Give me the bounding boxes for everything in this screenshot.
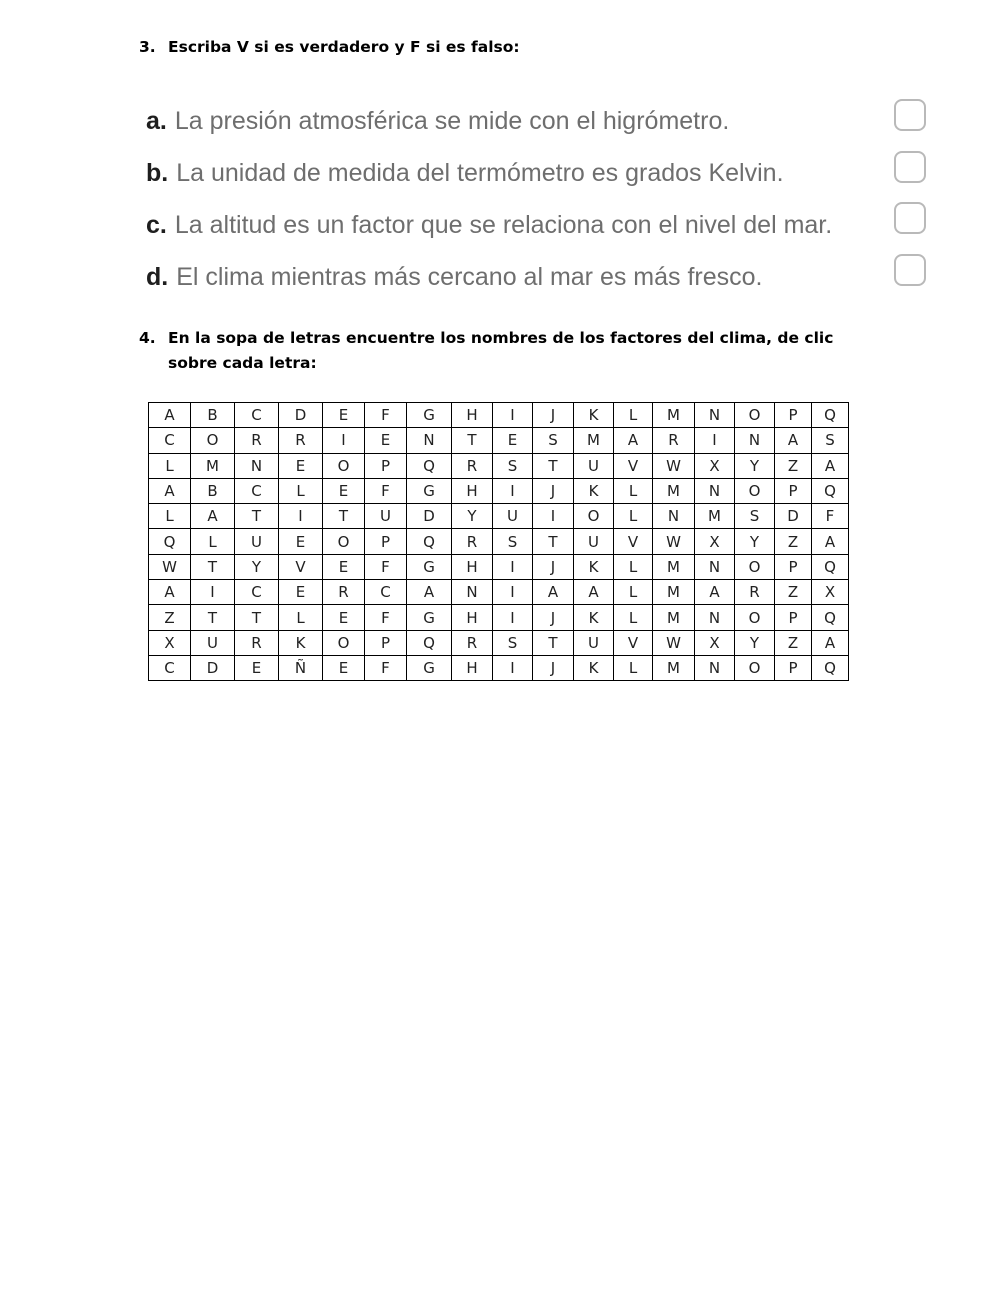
letter-cell[interactable]: Q (407, 630, 452, 655)
letter-cell[interactable]: L (614, 554, 653, 579)
letter-cell[interactable]: M (653, 580, 695, 605)
letter-cell[interactable]: T (323, 504, 365, 529)
answer-box-d[interactable] (894, 254, 926, 286)
letter-cell[interactable]: J (533, 554, 574, 579)
letter-cell[interactable]: I (493, 554, 533, 579)
letter-cell[interactable]: A (812, 630, 849, 655)
letter-cell[interactable]: O (323, 529, 365, 554)
letter-cell[interactable]: R (735, 580, 775, 605)
letter-cell[interactable]: E (323, 605, 365, 630)
letter-cell[interactable]: H (452, 655, 493, 680)
grid-row (149, 554, 849, 579)
letter-cell[interactable]: T (191, 605, 235, 630)
letter-cell[interactable]: K (574, 655, 614, 680)
letter-cell[interactable]: Y (452, 504, 493, 529)
letter-cell[interactable]: V (614, 453, 653, 478)
question-3-heading (139, 35, 839, 60)
letter-cell[interactable]: I (493, 605, 533, 630)
grid-row (149, 403, 849, 428)
letter-cell[interactable]: Q (812, 403, 849, 428)
letter-cell[interactable]: A (574, 580, 614, 605)
letter-cell[interactable]: C (235, 580, 279, 605)
letter-cell[interactable]: T (533, 630, 574, 655)
letter-cell[interactable]: C (149, 655, 191, 680)
letter-cell[interactable]: L (279, 478, 323, 503)
letter-cell[interactable]: M (653, 478, 695, 503)
letter-cell[interactable]: Z (775, 630, 812, 655)
letter-cell[interactable]: L (614, 655, 653, 680)
letter-cell[interactable]: L (149, 453, 191, 478)
grid-row (149, 580, 849, 605)
letter-cell[interactable]: Q (812, 605, 849, 630)
letter-cell[interactable]: I (493, 403, 533, 428)
letter-cell[interactable]: T (235, 605, 279, 630)
letter-cell[interactable]: C (365, 580, 407, 605)
letter-cell[interactable]: C (235, 478, 279, 503)
letter-cell[interactable]: Y (235, 554, 279, 579)
letter-cell[interactable]: A (149, 403, 191, 428)
letter-cell[interactable]: U (493, 504, 533, 529)
letter-cell[interactable]: N (695, 403, 735, 428)
letter-cell[interactable]: A (812, 529, 849, 554)
letter-cell[interactable]: L (614, 504, 653, 529)
letter-cell[interactable]: F (365, 403, 407, 428)
letter-cell[interactable]: E (323, 403, 365, 428)
letter-cell[interactable]: Z (149, 605, 191, 630)
letter-cell[interactable]: V (279, 554, 323, 579)
letter-cell[interactable]: Y (735, 630, 775, 655)
letter-cell[interactable]: F (365, 478, 407, 503)
letter-cell[interactable]: L (614, 605, 653, 630)
letter-cell[interactable]: A (149, 580, 191, 605)
letter-cell[interactable]: R (452, 453, 493, 478)
letter-cell[interactable]: T (452, 428, 493, 453)
letter-cell[interactable]: T (235, 504, 279, 529)
letter-cell[interactable]: T (533, 453, 574, 478)
letter-cell[interactable]: J (533, 655, 574, 680)
letter-cell[interactable]: R (452, 529, 493, 554)
letter-cell[interactable]: O (323, 453, 365, 478)
grid-row (149, 453, 849, 478)
letter-cell[interactable]: R (323, 580, 365, 605)
letter-cell[interactable]: P (775, 605, 812, 630)
question-4-instruction: En la sopa de letras encuentre los nombres de los factores del clima, de clic sobre cada letra: (168, 329, 834, 372)
letter-cell[interactable]: I (533, 504, 574, 529)
grid-row (149, 630, 849, 655)
letter-cell[interactable]: W (653, 453, 695, 478)
letter-cell[interactable]: Y (735, 453, 775, 478)
letter-cell[interactable]: L (149, 504, 191, 529)
letter-cell[interactable]: A (775, 428, 812, 453)
letter-cell[interactable]: I (279, 504, 323, 529)
letter-cell[interactable]: L (614, 403, 653, 428)
letter-cell[interactable]: E (279, 453, 323, 478)
letter-cell[interactable]: U (191, 630, 235, 655)
letter-cell[interactable]: W (653, 529, 695, 554)
letter-cell[interactable]: V (614, 529, 653, 554)
letter-cell[interactable]: X (149, 630, 191, 655)
grid-row (149, 655, 849, 680)
letter-cell[interactable]: O (735, 655, 775, 680)
letter-cell[interactable]: S (493, 630, 533, 655)
letter-cell[interactable]: P (775, 554, 812, 579)
letter-cell[interactable]: N (695, 605, 735, 630)
letter-cell[interactable]: O (735, 403, 775, 428)
letter-cell[interactable]: A (695, 580, 735, 605)
word-search-grid (148, 402, 849, 681)
letter-cell[interactable]: S (735, 504, 775, 529)
statement-letter: c. (146, 211, 167, 239)
letter-cell[interactable]: F (365, 554, 407, 579)
letter-cell[interactable]: K (279, 630, 323, 655)
letter-cell[interactable]: S (533, 428, 574, 453)
letter-cell[interactable]: O (191, 428, 235, 453)
letter-cell[interactable]: A (533, 580, 574, 605)
letter-cell[interactable]: E (323, 478, 365, 503)
letter-cell[interactable]: G (407, 655, 452, 680)
letter-cell[interactable]: O (323, 630, 365, 655)
letter-cell[interactable]: H (452, 605, 493, 630)
letter-cell[interactable]: L (191, 529, 235, 554)
letter-cell[interactable]: Z (775, 529, 812, 554)
statement-a (146, 101, 729, 141)
letter-cell[interactable]: G (407, 478, 452, 503)
letter-cell[interactable]: C (235, 403, 279, 428)
letter-cell[interactable]: C (149, 428, 191, 453)
letter-cell[interactable]: D (191, 655, 235, 680)
letter-cell[interactable]: P (775, 655, 812, 680)
question-3-number: 3. (139, 38, 156, 56)
letter-cell[interactable]: I (493, 655, 533, 680)
question-4-number: 4. (139, 329, 156, 347)
letter-cell[interactable]: M (695, 504, 735, 529)
grid-row (149, 478, 849, 503)
letter-cell[interactable]: A (407, 580, 452, 605)
letter-cell[interactable]: K (574, 605, 614, 630)
letter-cell[interactable]: L (614, 580, 653, 605)
statement-letter: a. (146, 107, 167, 135)
letter-cell[interactable]: N (235, 453, 279, 478)
letter-cell[interactable]: B (191, 403, 235, 428)
letter-cell[interactable]: P (775, 478, 812, 503)
grid-row (149, 605, 849, 630)
statement-text: La presión atmosférica se mide con el higrómetro. (174, 107, 730, 135)
letter-cell[interactable]: N (695, 478, 735, 503)
letter-cell[interactable]: M (653, 605, 695, 630)
letter-cell[interactable]: Y (735, 529, 775, 554)
letter-cell[interactable]: X (695, 630, 735, 655)
letter-cell[interactable]: O (574, 504, 614, 529)
grid-row (149, 428, 849, 453)
letter-cell[interactable]: Q (812, 554, 849, 579)
letter-cell[interactable]: U (574, 453, 614, 478)
letter-cell[interactable]: E (323, 655, 365, 680)
letter-cell[interactable]: O (735, 605, 775, 630)
letter-cell[interactable]: P (365, 529, 407, 554)
letter-cell[interactable]: R (653, 428, 695, 453)
letter-cell[interactable]: A (614, 428, 653, 453)
letter-cell[interactable]: N (653, 504, 695, 529)
statement-c (146, 205, 832, 245)
letter-cell[interactable]: Q (407, 529, 452, 554)
letter-cell[interactable]: E (235, 655, 279, 680)
statement-b (146, 153, 784, 193)
letter-cell[interactable]: N (735, 428, 775, 453)
grid-row (149, 529, 849, 554)
grid-row (149, 504, 849, 529)
answer-box-a[interactable] (894, 99, 926, 131)
letter-cell[interactable]: D (407, 504, 452, 529)
letter-cell[interactable]: O (735, 554, 775, 579)
statement-text: La unidad de medida del termómetro es grados Kelvin. (176, 159, 784, 187)
letter-cell[interactable]: P (365, 630, 407, 655)
letter-cell[interactable]: E (323, 554, 365, 579)
letter-cell[interactable]: H (452, 554, 493, 579)
letter-cell[interactable]: Q (407, 453, 452, 478)
letter-cell[interactable]: K (574, 478, 614, 503)
letter-cell[interactable]: H (452, 478, 493, 503)
letter-cell[interactable]: M (191, 453, 235, 478)
letter-cell[interactable]: E (279, 529, 323, 554)
letter-cell[interactable]: U (574, 630, 614, 655)
letter-cell[interactable]: H (452, 403, 493, 428)
letter-cell[interactable]: P (775, 403, 812, 428)
letter-cell[interactable]: Z (775, 580, 812, 605)
letter-cell[interactable]: I (493, 478, 533, 503)
letter-cell[interactable]: V (614, 630, 653, 655)
letter-cell[interactable]: U (365, 504, 407, 529)
letter-cell[interactable]: Q (149, 529, 191, 554)
letter-cell[interactable]: E (493, 428, 533, 453)
letter-cell[interactable]: T (191, 554, 235, 579)
statement-letter: b. (146, 159, 169, 187)
statement-text: La altitud es un factor que se relaciona con el nivel del mar. (174, 211, 833, 239)
letter-cell[interactable]: M (653, 655, 695, 680)
letter-cell[interactable]: G (407, 554, 452, 579)
letter-cell[interactable]: X (812, 580, 849, 605)
letter-cell[interactable]: X (695, 453, 735, 478)
statement-d (146, 257, 763, 297)
letter-cell[interactable]: S (812, 428, 849, 453)
answer-box-b[interactable] (894, 151, 926, 183)
letter-cell[interactable]: R (452, 630, 493, 655)
letter-cell[interactable]: O (735, 478, 775, 503)
letter-cell[interactable]: R (279, 428, 323, 453)
letter-cell[interactable]: N (695, 554, 735, 579)
letter-cell[interactable]: J (533, 605, 574, 630)
letter-cell[interactable]: E (279, 580, 323, 605)
letter-cell[interactable]: U (574, 529, 614, 554)
letter-cell[interactable]: F (812, 504, 849, 529)
letter-cell[interactable]: Ñ (279, 655, 323, 680)
letter-cell[interactable]: E (365, 428, 407, 453)
statement-letter: d. (146, 263, 169, 291)
letter-cell[interactable]: P (365, 453, 407, 478)
letter-cell[interactable]: G (407, 605, 452, 630)
letter-cell[interactable]: J (533, 403, 574, 428)
letter-cell[interactable]: X (695, 529, 735, 554)
letter-cell[interactable]: D (279, 403, 323, 428)
letter-cell[interactable]: L (614, 478, 653, 503)
letter-cell[interactable]: G (407, 403, 452, 428)
question-3-instruction: Escriba V si es verdadero y F si es falso: (168, 38, 520, 56)
letter-cell[interactable]: K (574, 403, 614, 428)
letter-cell[interactable]: J (533, 478, 574, 503)
letter-cell[interactable]: N (695, 655, 735, 680)
letter-cell[interactable]: I (695, 428, 735, 453)
question-4-heading (139, 326, 849, 376)
letter-cell[interactable]: A (812, 453, 849, 478)
letter-cell[interactable]: S (493, 529, 533, 554)
letter-cell[interactable]: N (452, 580, 493, 605)
letter-cell[interactable]: I (493, 580, 533, 605)
letter-cell[interactable]: M (653, 403, 695, 428)
letter-cell[interactable]: A (149, 478, 191, 503)
letter-cell[interactable]: W (653, 630, 695, 655)
letter-cell[interactable]: I (191, 580, 235, 605)
letter-cell[interactable]: K (574, 554, 614, 579)
letter-cell[interactable]: N (407, 428, 452, 453)
letter-cell[interactable]: R (235, 428, 279, 453)
answer-box-c[interactable] (894, 202, 926, 234)
letter-cell[interactable]: F (365, 655, 407, 680)
letter-cell[interactable]: L (279, 605, 323, 630)
letter-cell[interactable]: S (493, 453, 533, 478)
letter-cell[interactable]: Q (812, 655, 849, 680)
letter-cell[interactable]: I (323, 428, 365, 453)
letter-cell[interactable]: W (149, 554, 191, 579)
letter-cell[interactable]: B (191, 478, 235, 503)
letter-cell[interactable]: T (533, 529, 574, 554)
letter-cell[interactable]: D (775, 504, 812, 529)
letter-cell[interactable]: U (235, 529, 279, 554)
letter-cell[interactable]: A (191, 504, 235, 529)
letter-cell[interactable]: F (365, 605, 407, 630)
statement-text: El clima mientras más cercano al mar es más fresco. (176, 263, 763, 291)
letter-cell[interactable]: Q (812, 478, 849, 503)
letter-cell[interactable]: R (235, 630, 279, 655)
letter-cell[interactable]: Z (775, 453, 812, 478)
letter-cell[interactable]: M (653, 554, 695, 579)
letter-cell[interactable]: M (574, 428, 614, 453)
